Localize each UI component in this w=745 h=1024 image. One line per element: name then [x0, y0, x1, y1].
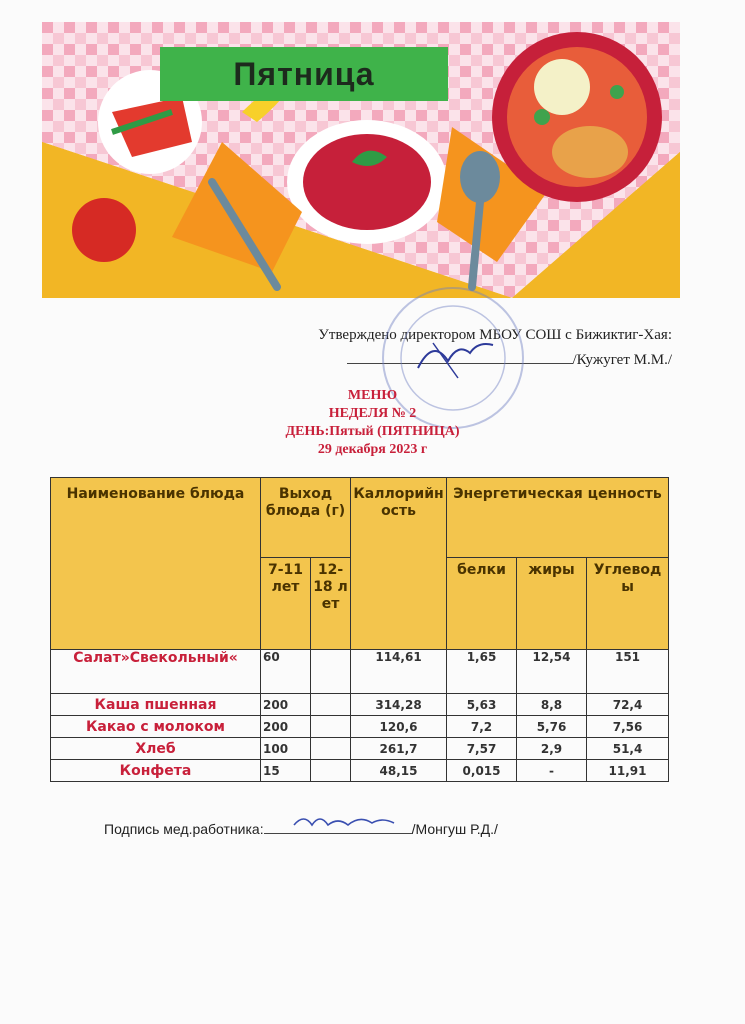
day-heading: ДЕНЬ:Пятый (ПЯТНИЦА): [285, 424, 460, 439]
protein-cell: 0,015: [447, 760, 517, 782]
header-age-12-18: 12-18 лет: [311, 558, 351, 650]
output-7-11-cell: 100: [261, 738, 311, 760]
header-protein: белки: [447, 558, 517, 650]
output-7-11-cell: 200: [261, 716, 311, 738]
protein-cell: 7,2: [447, 716, 517, 738]
table-row: [51, 650, 669, 694]
output-7-11-cell: 200: [261, 694, 311, 716]
protein-cell: 1,65: [447, 650, 517, 694]
calories-cell: 48,15: [351, 760, 447, 782]
signature-label: Подпись мед.работника:: [104, 821, 264, 837]
header-age-7-11: 7-11 лет: [261, 558, 311, 650]
approval-signature-line: [0, 349, 672, 369]
fat-cell: 8,8: [517, 694, 587, 716]
week-heading: НЕДЕЛЯ № 2: [328, 406, 417, 421]
calories-cell: 114,61: [351, 650, 447, 694]
handwritten-signature: [264, 811, 412, 829]
day-title-tab: [160, 47, 448, 101]
dish-name-cell: Салат»Свекольный«: [51, 650, 261, 694]
dish-name-cell: Каша пшенная: [51, 694, 261, 716]
dish-name-cell: Конфета: [51, 760, 261, 782]
approval-line: [0, 327, 672, 344]
table-row: [51, 716, 669, 738]
dish-name-cell: Хлеб: [51, 738, 261, 760]
protein-cell: 5,63: [447, 694, 517, 716]
calories-cell: 261,7: [351, 738, 447, 760]
day-title: Пятница: [233, 55, 375, 92]
output-12-18-cell: [311, 760, 351, 782]
output-7-11-cell: 60: [261, 650, 311, 694]
carbs-cell: 51,4: [587, 738, 669, 760]
fat-cell: 5,76: [517, 716, 587, 738]
header-carbs: Углеводы: [587, 558, 669, 650]
fat-cell: 2,9: [517, 738, 587, 760]
signature-blank: [264, 819, 412, 834]
table-row: [51, 760, 669, 782]
calories-cell: 120,6: [351, 716, 447, 738]
calories-cell: 314,28: [351, 694, 447, 716]
date-heading: 29 декабря 2023 г: [317, 442, 428, 457]
header-output: Выход блюда (г): [261, 478, 351, 558]
header-fat: жиры: [517, 558, 587, 650]
approval-text: Утверждено директором МБОУ СОШ с Бижиктиг-Хая:: [318, 327, 672, 343]
header-dish-name: Наименование блюда: [51, 478, 261, 650]
output-12-18-cell: [311, 650, 351, 694]
carbs-cell: 7,56: [587, 716, 669, 738]
menu-table: [50, 477, 669, 782]
header-calories: Каллорийность: [351, 478, 447, 650]
fat-cell: 12,54: [517, 650, 587, 694]
nurse-signature-line: [104, 819, 498, 837]
menu-banner: [42, 22, 680, 298]
table-row: [51, 694, 669, 716]
carbs-cell: 151: [587, 650, 669, 694]
menu-heading: МЕНЮ: [347, 388, 398, 403]
output-7-11-cell: 15: [261, 760, 311, 782]
carbs-cell: 11,91: [587, 760, 669, 782]
output-12-18-cell: [311, 738, 351, 760]
protein-cell: 7,57: [447, 738, 517, 760]
dish-name-cell: Какао с молоком: [51, 716, 261, 738]
carbs-cell: 72,4: [587, 694, 669, 716]
output-12-18-cell: [311, 716, 351, 738]
nurse-name: /Монгуш Р.Д./: [411, 821, 498, 837]
director-name: /Кужугет М.М./: [572, 352, 672, 368]
fat-cell: -: [517, 760, 587, 782]
header-energy-value: Энергетическая ценность: [447, 478, 669, 558]
table-row: [51, 738, 669, 760]
output-12-18-cell: [311, 694, 351, 716]
